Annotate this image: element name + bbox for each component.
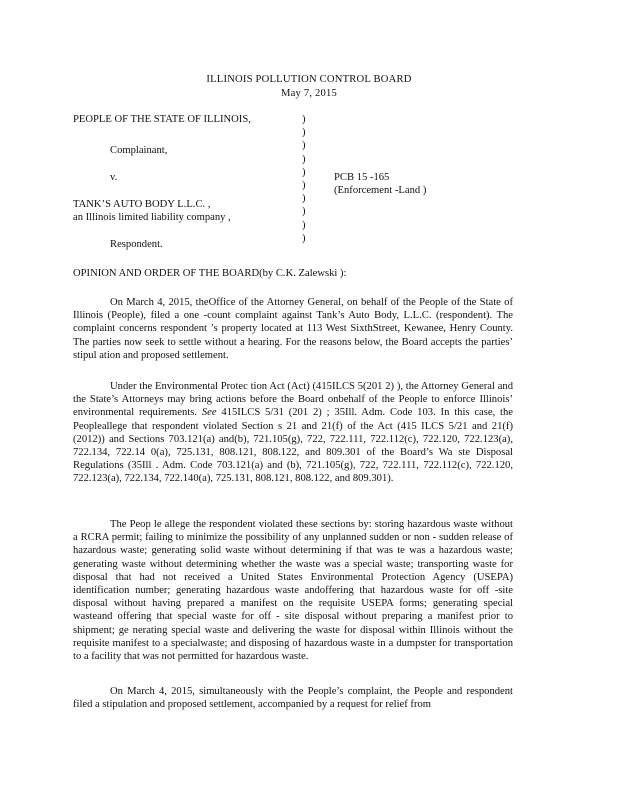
plaintiff-role: Complainant, <box>110 145 168 156</box>
paren: ) <box>302 232 306 244</box>
plaintiff-name: PEOPLE OF THE STATE OF ILLINOIS, <box>73 114 251 125</box>
paren: ) <box>302 140 306 152</box>
paragraph-2 <box>73 380 513 486</box>
defendant-role: Respondent. <box>110 239 163 250</box>
paragraph-3: The Peop le allege the respondent violated these sections by: storing hazardous waste without a RCRA permit; failing to minimize the possibility of any unplanned sudden or non - sudden release of hazardous waste; generating solid waste without determining if that was te was a hazardous waste; generating waste without determining whether the waste was a special waste; transporting waste for disposal that had not received a United States Environmental Protection Agency (USEPA) identification number; generating hazardous waste andoffering that hazardous waste for off -site disposal without having prepared a manifest on the requisite USEPA forms; generating special wasteand offering that special waste for off - site disposal without preparing a manifest prior to shipment; ge nerating special waste and delivering the waste for disposal within Illinois without the requisite manifest to a specialwaste; and disposing of hazardous waste in a dumpster for transportation to a facility that was not permitted for hazardous waste. <box>73 519 513 663</box>
paren: ) <box>302 219 306 231</box>
document-date: May 7, 2015 <box>280 88 338 99</box>
paragraph-2-rest: 415ILCS 5/31 (201 2) ; 35Ill. Adm. Code 103. In this case, the Peopleallege that respondent violated Section s 21 and 21(f) of the Act (415 ILCS 5/21 and 21(f) (2012)) and Sections 703.121(a) and(b), 721.105(g), 722, 722.111, 722.112(c), 722.120, 722.123(a), 722.134, 722.14 0(a), 725.131, 808.121, 808.122, and 809.301 of the Board’s Wa ste Disposal Regulations (35Ill . Adm. Code 703.121(a) and (b), 721.105(g), 722, 722.111, 722.112(c), 722.120, 722.123(a), 722.134, 722.140(a), 725.131, 808.121, 808.122, and 809.301). <box>73 407 513 485</box>
paren: ) <box>302 206 306 218</box>
paren: ) <box>302 193 306 205</box>
defendant-name: TANK’S AUTO BODY L.L.C. , <box>73 199 211 210</box>
paren: ) <box>302 166 306 178</box>
paren: ) <box>302 179 306 191</box>
opinion-heading: OPINION AND ORDER OF THE BOARD(by C.K. Zalewski ): <box>73 268 347 279</box>
paren: ) <box>302 153 306 165</box>
see-signal: See <box>201 407 217 419</box>
document-header <box>0 73 618 101</box>
caption-parentheses <box>302 113 306 245</box>
paren: ) <box>302 127 306 139</box>
paragraph-1: On March 4, 2015, theOffice of the Attorney General, on behalf of the People of the State of Illinois (People), filed a one -count complaint against Tank’s Auto Body, L.L.C. (respondent). The complaint concerns respondent ’s property located at 113 West SixthStreet, Kewanee, Henry County. The parties now seek to settle without a hearing. For the reasons below, the Board accepts the parties’ stipul ation and proposed settlement. <box>73 297 513 361</box>
versus-label: v. <box>110 172 118 183</box>
case-number: PCB 15 -165 <box>334 172 390 183</box>
paragraph-4: On March 4, 2015, simultaneously with the People’s complaint, the People and respondent filed a stipulation and proposed settlement, accompanied by a request for relief from <box>73 686 513 711</box>
paragraph-2-lead: Under the Environmental Protec tion Act (Act) (415ILCS 5(201 2) ), the Attorney General and the State’s Attorneys may bring actions before the Board onbehalf of the People to enforce Illinois’ environmental requirements. <box>73 381 513 419</box>
board-title: ILLINOIS POLLUTION CONTROL BOARD <box>206 74 412 85</box>
paren: ) <box>302 114 306 125</box>
defendant-description: an Illinois limited liability company , <box>73 212 231 223</box>
case-type: (Enforcement -Land ) <box>334 185 427 196</box>
